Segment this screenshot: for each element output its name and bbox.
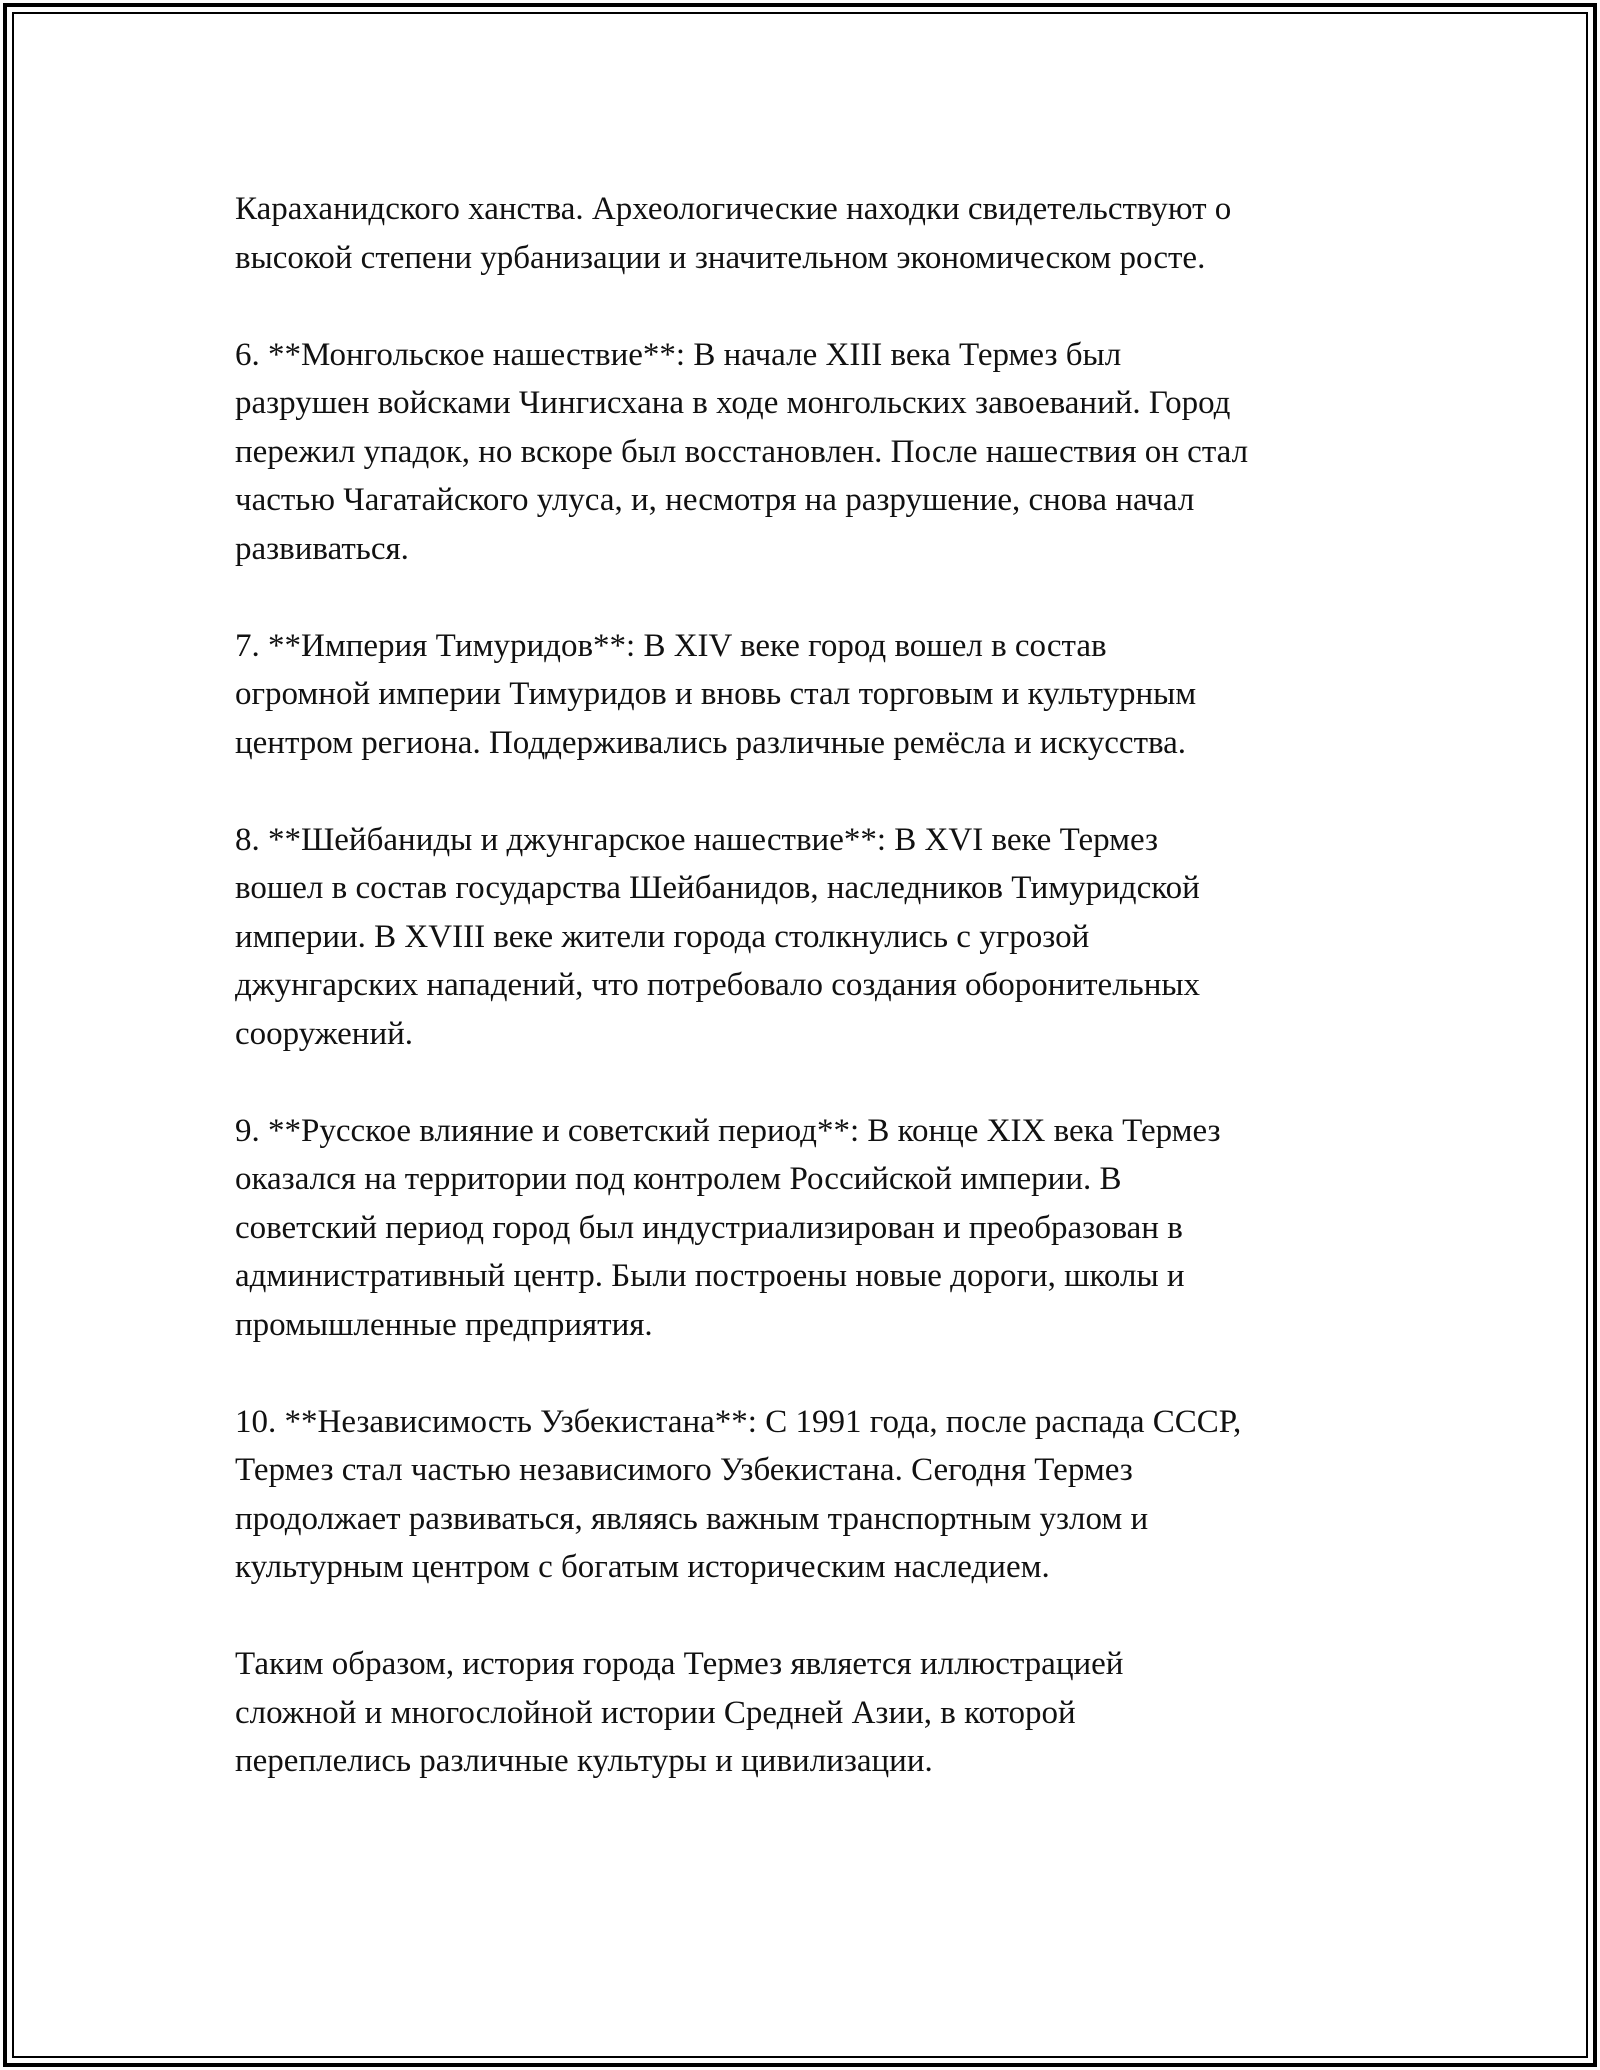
text-line: советский период город был индустриализирован и преобразован в	[235, 1209, 1183, 1246]
text-line: развиваться.	[235, 530, 409, 567]
text-line: сложной и многослойной истории Средней Азии, в которой	[235, 1694, 1076, 1731]
text-line: культурным центром с богатым историческим наследием.	[235, 1549, 1050, 1585]
text-line: Караханидского ханства. Археологические находки свидетельствуют о	[235, 191, 1232, 227]
text-line: административный центр. Были построены новые дороги, школы и	[235, 1258, 1185, 1294]
text-line: разрушен войсками Чингисхана в ходе монгольских завоеваний. Город	[235, 385, 1231, 421]
paragraph	[235, 816, 1375, 1059]
text-line: продолжает развиваться, являясь важным транспортным узлом и	[235, 1500, 1149, 1537]
text-line: Термез стал частью независимого Узбекистана. Сегодня Термез	[235, 1452, 1133, 1488]
paragraph	[235, 331, 1375, 574]
paragraph	[235, 1107, 1375, 1350]
text-line: промышленные предприятия.	[235, 1306, 653, 1343]
text-line: высокой степени урбанизации и значительном экономическом росте.	[235, 239, 1206, 276]
text-line: 8. **Шейбаниды и джунгарское нашествие**: В XVI веке Термез	[235, 821, 1159, 858]
document-body	[235, 185, 1375, 1834]
paragraph	[235, 185, 1375, 282]
paragraph	[235, 622, 1375, 768]
paragraph	[235, 1398, 1375, 1592]
text-line: Таким образом, история города Термез является иллюстрацией	[235, 1646, 1124, 1682]
text-line: огромной империи Тимуридов и вновь стал торговым и культурным	[235, 676, 1197, 712]
text-line: пережил упадок, но вскоре был восстановлен. После нашествия он стал	[235, 433, 1249, 470]
text-line: 7. **Империя Тимуридов**: В XIV веке город вошел в состав	[235, 627, 1107, 664]
text-line: 9. **Русское влияние и советский период**: В конце XIX века Термез	[235, 1112, 1221, 1149]
text-line: империи. В XVIII веке жители города столкнулись с угрозой	[235, 918, 1090, 955]
text-line: 6. **Монгольское нашествие**: В начале XIII века Термез был	[235, 336, 1122, 373]
paragraph	[235, 1640, 1375, 1786]
text-line: вошел в состав государства Шейбанидов, наследников Тимуридской	[235, 870, 1200, 906]
text-line: центром региона. Поддерживались различные ремёсла и искусства.	[235, 724, 1187, 761]
text-line: оказался на территории под контролем Российской империи. В	[235, 1161, 1122, 1197]
text-line: 10. **Независимость Узбекистана**: С 1991 года, после распада СССР,	[235, 1403, 1242, 1440]
text-line: переплелись различные культуры и цивилизации.	[235, 1743, 933, 1779]
text-line: сооружений.	[235, 1015, 414, 1052]
text-line: джунгарских нападений, что потребовало создания оборонительных	[235, 967, 1201, 1003]
text-line: частью Чагатайского улуса, и, несмотря на разрушение, снова начал	[235, 482, 1195, 518]
